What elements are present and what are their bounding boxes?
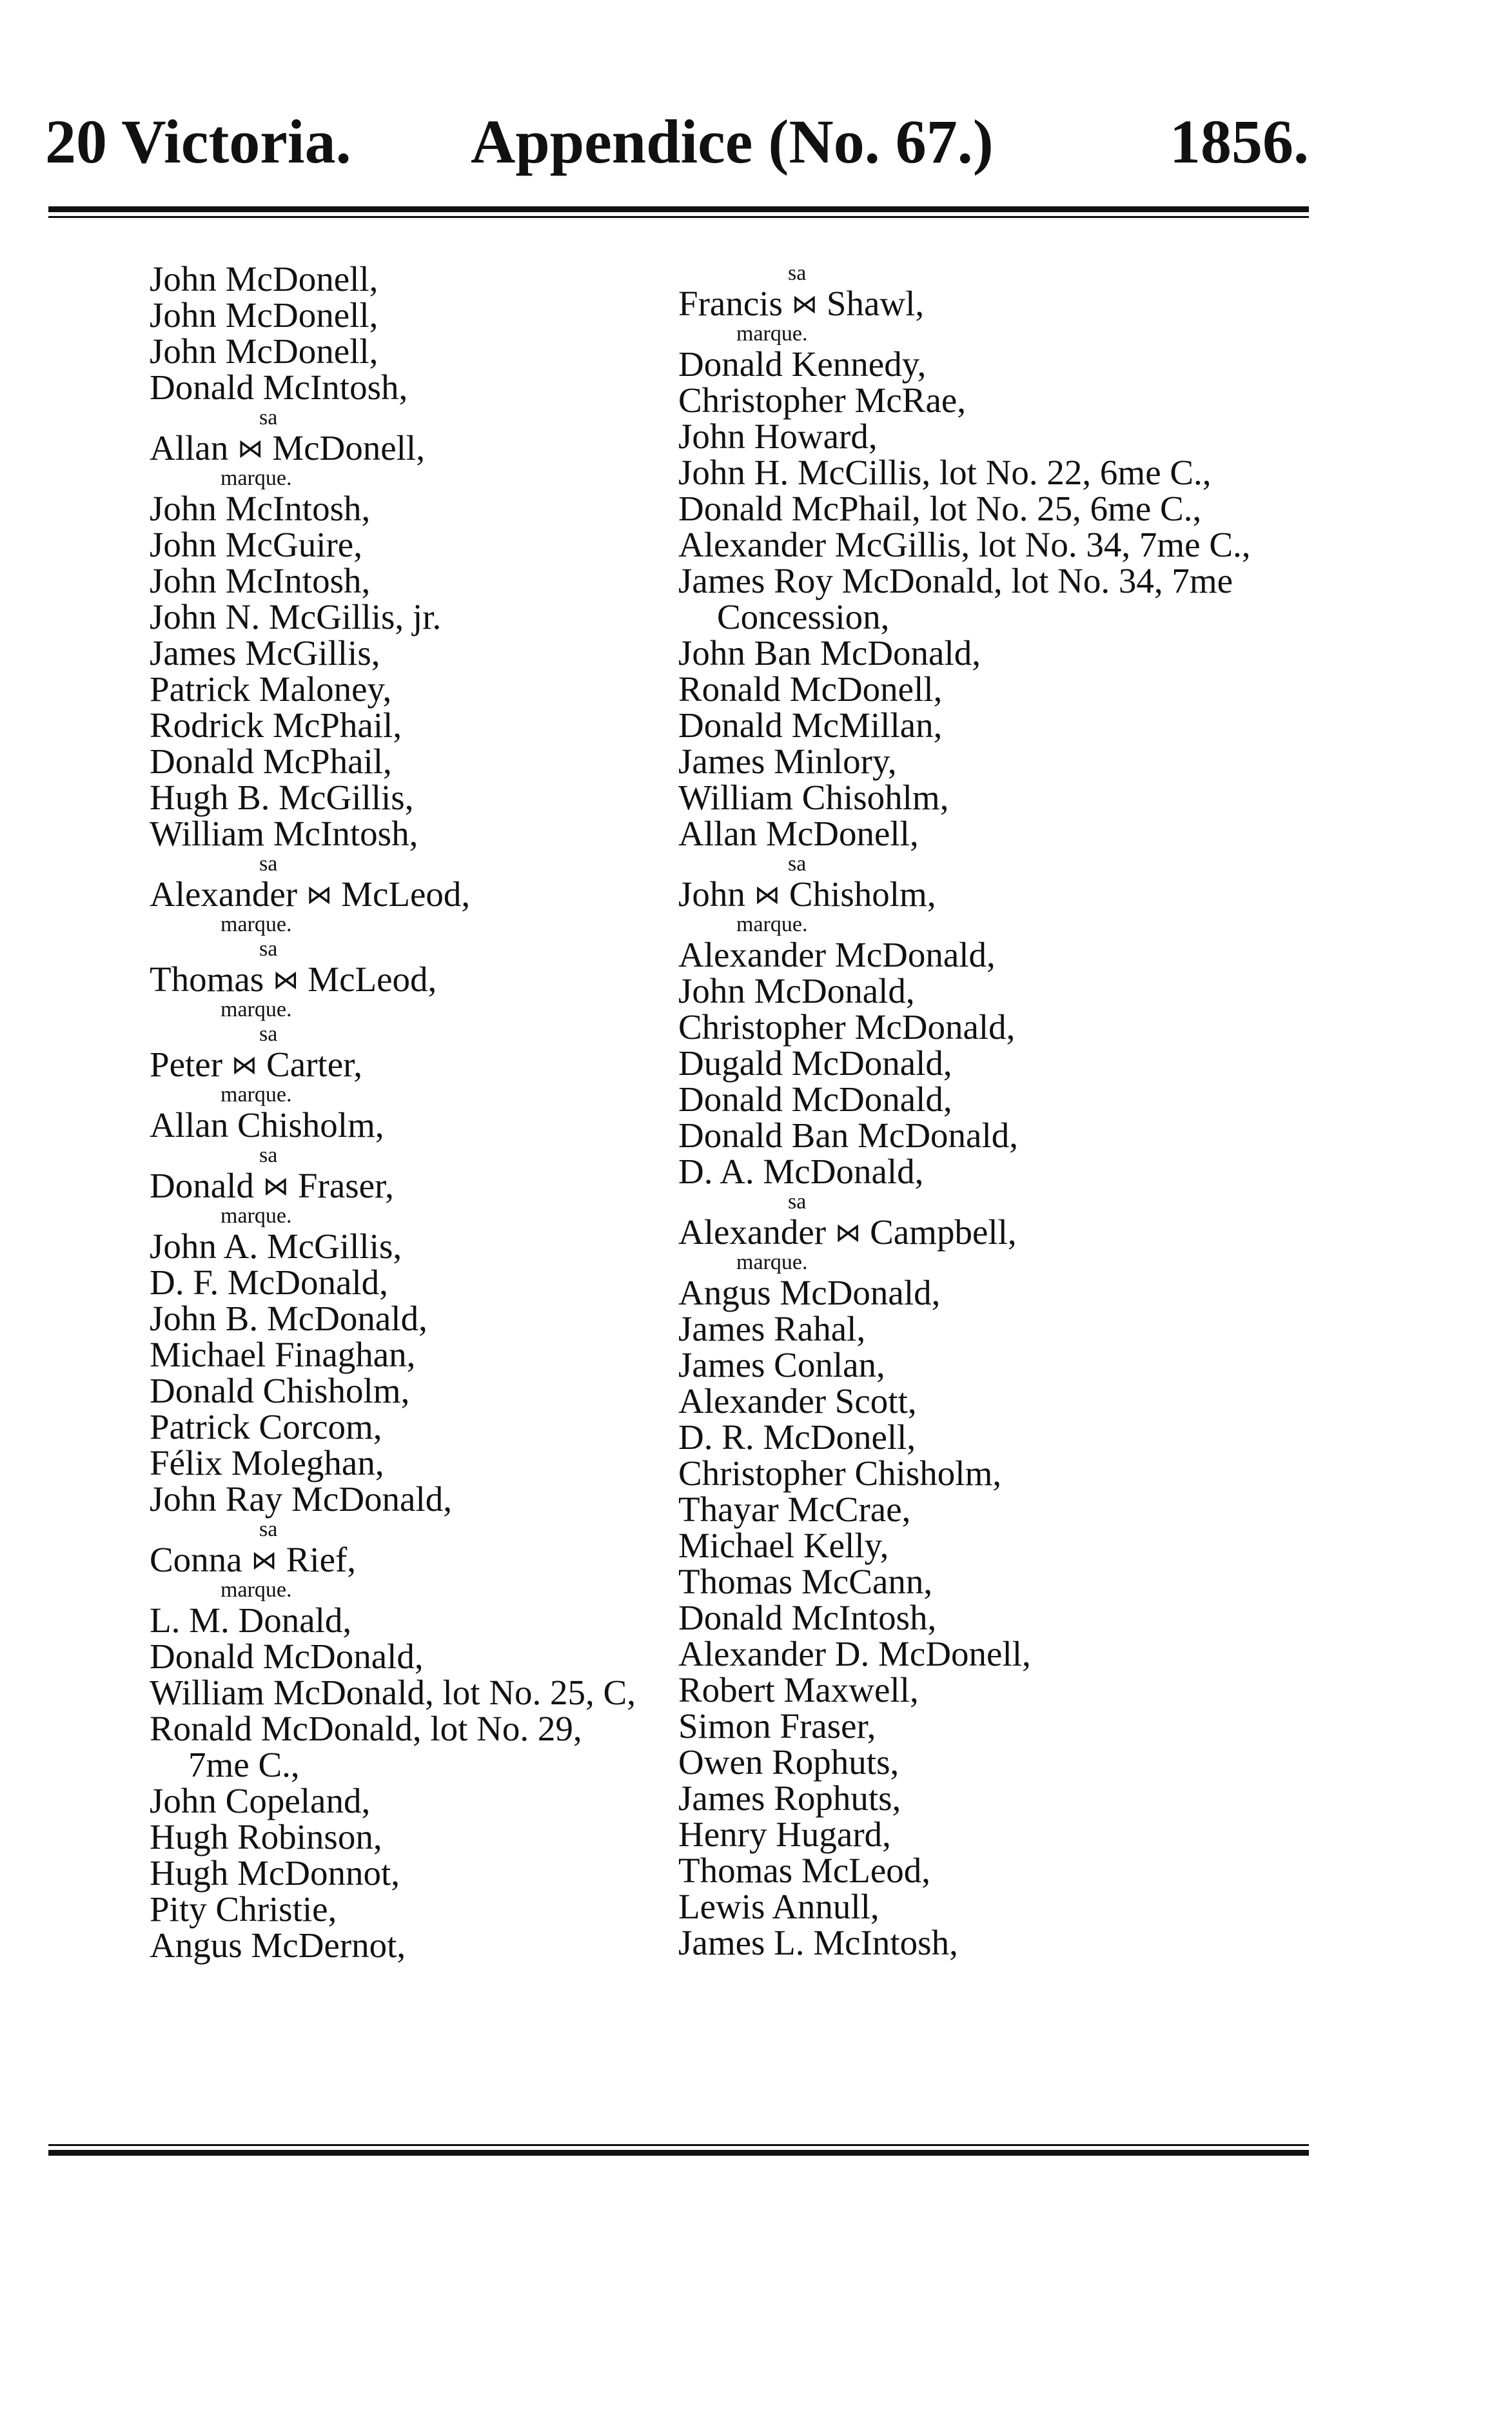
first-name: Donald (150, 1166, 254, 1205)
signatory-name: John McDonald, (678, 971, 915, 1010)
signatory-name (150, 1047, 678, 1083)
signatory-name: Michael Kelly, (678, 1526, 889, 1565)
signatory-name-continued: Concession, (717, 597, 890, 636)
mark-marque-label: marque. (736, 1250, 808, 1274)
first-name: Francis (678, 284, 783, 323)
mark-marque-label: marque. (736, 912, 808, 936)
signatory-name: Thomas McCann, (678, 1562, 933, 1601)
cross-mark-icon: ⋈ (262, 1172, 289, 1201)
signatory-name: Donald Ban McDonald, (678, 1116, 1018, 1155)
mark-sa-label: sa (259, 852, 278, 876)
mark-marque-label: marque. (221, 912, 292, 936)
signatory-name: Patrick Corcom, (150, 1407, 382, 1446)
signatory-name: John McDonell, (150, 259, 378, 299)
signatory-name: Allan Chisholm, (150, 1105, 384, 1145)
cross-mark-icon: ⋈ (231, 1050, 258, 1079)
last-name: Rief, (286, 1540, 357, 1579)
mark-signature-entry (150, 1517, 678, 1602)
last-name: McDonell, (272, 428, 425, 468)
signatory-name: Hugh Robinson, (150, 1817, 382, 1857)
signatory-name: John McIntosh, (150, 489, 371, 528)
signatory-name: John Ray McDonald, (150, 1479, 452, 1519)
last-name: Carter, (266, 1045, 362, 1084)
first-name: Allan (150, 428, 229, 468)
first-name: Alexander (678, 1212, 827, 1252)
signatory-name: John Howard, (678, 417, 878, 456)
signatory-name (678, 876, 1310, 912)
signatory-name (150, 1542, 678, 1578)
mark-marque-label: marque. (221, 998, 292, 1021)
first-name: Peter (150, 1045, 223, 1084)
signatory-name: Ronald McDonald, lot No. 29, (150, 1709, 582, 1748)
mark-sa-label: sa (259, 1143, 278, 1167)
signatory-name: Donald McIntosh, (678, 1598, 937, 1637)
signatory-name: Robert Maxwell, (678, 1670, 919, 1709)
signatory-name: Owen Rophuts, (678, 1742, 899, 1782)
top-double-rule (48, 206, 1309, 218)
bottom-thick-line (48, 2150, 1309, 2156)
signatory-name: Donald McPhail, lot No. 25, 6me C., (678, 489, 1202, 528)
signatory-name: James Minlory, (678, 742, 897, 781)
signatory-name: Alexander McDonald, (678, 935, 996, 974)
top-thick-line (48, 206, 1309, 212)
signatures-left-column (150, 261, 678, 1964)
signatory-name: Hugh McDonnot, (150, 1853, 400, 1893)
mark-signature-entry (150, 1143, 678, 1228)
signatory-name: D. R. McDonell, (678, 1417, 916, 1457)
mark-marque-label: marque. (736, 322, 808, 346)
mark-signature-entry (150, 852, 678, 937)
signatory-name: Donald McPhail, (150, 742, 392, 781)
signatory-name (678, 1214, 1310, 1250)
signatory-name: John Ban McDonald, (678, 633, 981, 673)
signatory-name: Pity Christie, (150, 1889, 337, 1929)
mark-marque-label: marque. (221, 1083, 292, 1107)
signatory-name: James McGillis, (150, 633, 380, 673)
signatory-name: Alexander Scott, (678, 1381, 917, 1421)
signatory-name: James Rahal, (678, 1309, 866, 1348)
signatory-name: John N. McGillis, jr. (150, 597, 442, 636)
signatory-name: John McGuire, (150, 525, 362, 564)
signatory-name: John H. McCillis, lot No. 22, 6me C., (678, 453, 1212, 492)
signatory-name: Alexander D. McDonell, (678, 1634, 1031, 1673)
signatory-name: John B. McDonald, (150, 1299, 427, 1338)
signatory-name: John McIntosh, (150, 561, 371, 600)
session-year: 20 Victoria. (45, 107, 351, 176)
signatory-name: John McDonell, (150, 331, 378, 371)
signatory-name-continued: 7me C., (188, 1745, 300, 1784)
mark-sa-label: sa (259, 1022, 278, 1046)
signatory-name: Hugh B. McGillis, (150, 778, 414, 817)
signatory-name (150, 430, 678, 466)
mark-signature-entry (678, 261, 1310, 346)
mark-sa-label: sa (788, 1190, 807, 1214)
signatory-name: L. M. Donald, (150, 1600, 352, 1640)
signatory-name: John McDonell, (150, 295, 378, 335)
signatory-name: Angus McDernot, (150, 1925, 406, 1965)
bottom-double-rule (48, 2144, 1309, 2156)
signatory-name: Félix Moleghan, (150, 1443, 384, 1482)
signatory-name: Donald Kennedy, (678, 344, 927, 384)
cross-mark-icon: ⋈ (791, 290, 818, 319)
signatory-name: Angus McDonald, (678, 1273, 941, 1312)
signatory-name: John Copeland, (150, 1781, 371, 1820)
running-header (45, 103, 1309, 193)
top-thin-line (48, 216, 1309, 218)
signatory-name: Donald McDonald, (150, 1637, 424, 1676)
signatory-name: Thomas McLeod, (678, 1851, 931, 1890)
year: 1856. (1170, 107, 1309, 176)
signatory-name: John A. McGillis, (150, 1226, 402, 1266)
mark-signature-entry (150, 937, 678, 1022)
first-name: Conna (150, 1540, 242, 1579)
signatory-name: Donald McIntosh, (150, 368, 408, 407)
signatory-name: Donald McMillan, (678, 705, 943, 745)
cross-mark-icon: ⋈ (306, 880, 333, 909)
signatory-name: William McIntosh, (150, 814, 418, 853)
signatory-name: Christopher McDonald, (678, 1007, 1016, 1047)
first-name: John (678, 874, 745, 914)
cross-mark-icon: ⋈ (251, 1546, 277, 1575)
signatory-name: Simon Fraser, (678, 1706, 876, 1746)
signatory-name (150, 1168, 678, 1204)
signatory-name: Lewis Annull, (678, 1887, 879, 1926)
signatory-name: James Conlan, (678, 1345, 885, 1384)
first-name: Thomas (150, 960, 264, 999)
first-name: Alexander (150, 874, 298, 914)
signatory-name: Donald McDonald, (678, 1079, 952, 1119)
signatory-name: James Rophuts, (678, 1778, 901, 1818)
signatory-name: Allan McDonell, (678, 814, 919, 853)
signatory-name: Christopher Chisholm, (678, 1453, 1002, 1493)
signatory-name: D. A. McDonald, (678, 1152, 924, 1191)
mark-marque-label: marque. (221, 466, 292, 490)
signatory-name: James L. McIntosh, (678, 1923, 958, 1962)
last-name: Campbell, (870, 1212, 1017, 1252)
appendix-title: Appendice (No. 67.) (471, 107, 994, 176)
mark-sa-label: sa (259, 937, 278, 961)
signatory-name: Michael Finaghan, (150, 1335, 416, 1374)
mark-signature-entry (150, 1022, 678, 1107)
mark-sa-label: sa (259, 1517, 278, 1541)
last-name: McLeod, (341, 874, 471, 914)
mark-sa-label: sa (788, 852, 807, 876)
mark-sa-label: sa (259, 406, 278, 429)
last-name: McLeod, (308, 960, 437, 999)
cross-mark-icon: ⋈ (237, 434, 264, 463)
mark-marque-label: marque. (221, 1204, 292, 1228)
signatory-name: Patrick Maloney, (150, 669, 392, 709)
signatory-name: Alexander McGillis, lot No. 34, 7me C., (678, 525, 1251, 564)
signatory-name (150, 876, 678, 912)
mark-signature-entry (150, 406, 678, 491)
mark-marque-label: marque. (221, 1578, 292, 1602)
signatory-name: William Chisohlm, (678, 778, 949, 817)
mark-signature-entry (678, 1190, 1310, 1275)
signatory-name: William McDonald, lot No. 25, C, (150, 1673, 636, 1712)
last-name: Fraser, (297, 1166, 394, 1205)
signatory-name: Donald Chisholm, (150, 1371, 410, 1410)
cross-mark-icon: ⋈ (273, 965, 299, 994)
signatory-name: James Roy McDonald, lot No. 34, 7me (678, 561, 1233, 600)
last-name: Shawl, (826, 284, 925, 323)
last-name: Chisholm, (789, 874, 936, 914)
cross-mark-icon: ⋈ (835, 1218, 861, 1247)
signatory-name (150, 961, 678, 998)
signatory-name: Christopher McRae, (678, 380, 967, 420)
signatory-name: Thayar McCrae, (678, 1490, 911, 1529)
mark-sa-label: sa (788, 261, 807, 285)
signatory-name: Ronald McDonell, (678, 669, 943, 709)
signatory-name: Dugald McDonald, (678, 1043, 952, 1083)
cross-mark-icon: ⋈ (754, 880, 780, 909)
signatory-name: Henry Hugard, (678, 1815, 891, 1854)
signatory-name: D. F. McDonald, (150, 1263, 388, 1302)
signatory-name: Rodrick McPhail, (150, 705, 402, 745)
mark-signature-entry (678, 852, 1310, 937)
signatures-right-column (678, 261, 1310, 1961)
bottom-thin-line (48, 2144, 1309, 2146)
signatory-name (678, 286, 1310, 322)
